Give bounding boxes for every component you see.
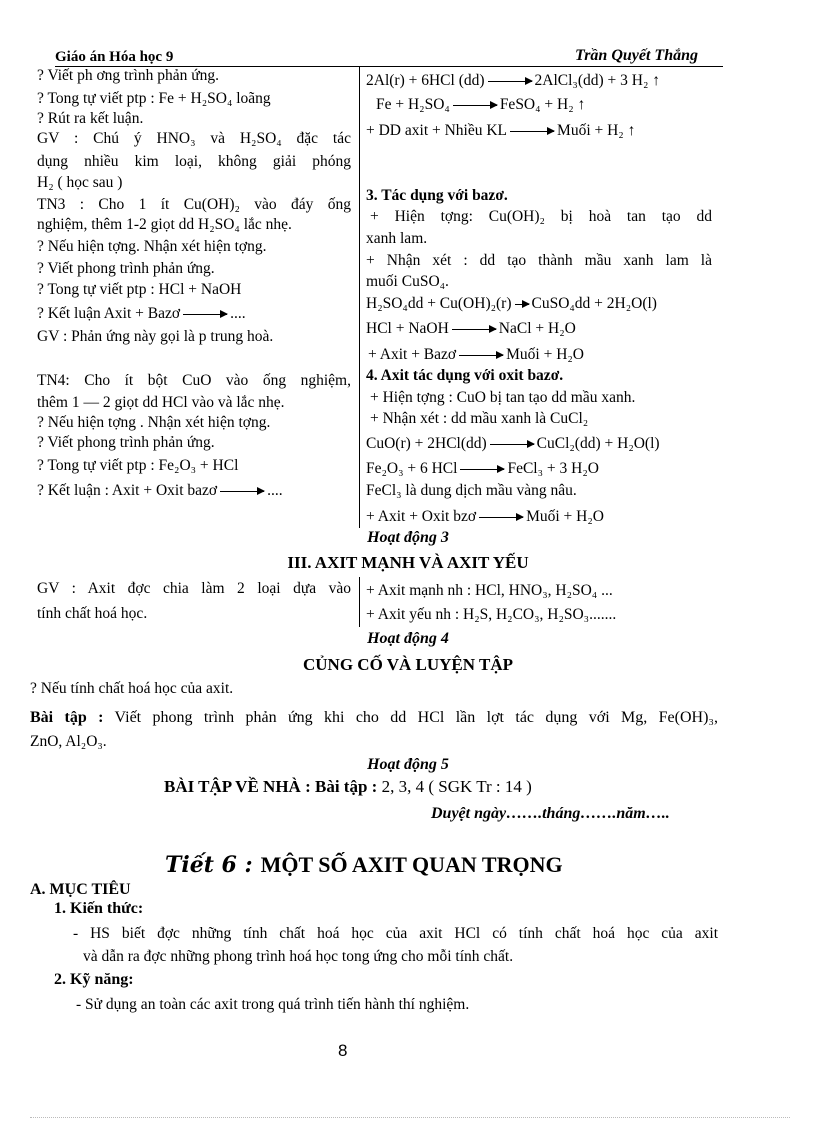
lesson-name: MỘT SỐ AXIT QUAN TRỌNG xyxy=(260,852,563,877)
left-line: ? Nếu hiện tợng . Nhận xét hiện tợng. xyxy=(37,414,271,431)
equation: CuO(r) + 2HCl(dd) CuCl₂(dd) + H₂O(l) xyxy=(366,435,660,452)
right-line: muối CuSO₄. xyxy=(366,273,449,290)
left-line: ? Viết ph ơng trình phản ứng. xyxy=(37,67,219,84)
activity-3-heading: Hoạt động 3 xyxy=(367,529,449,546)
arrow-icon xyxy=(453,105,497,106)
activity-5-heading: Hoạt động 5 xyxy=(367,756,449,773)
section-4-question: ? Nếu tính chất hoá học của axit. xyxy=(30,680,234,697)
page-number: 8 xyxy=(338,1041,348,1060)
lesson-title xyxy=(165,852,563,878)
knowledge-line: và dẫn ra đợc những phong trình hoá học tong ứng cho mỗi tính chất. xyxy=(83,948,514,965)
arrow-icon xyxy=(459,355,503,356)
left-line: ? Kết luận : Axit + Oxit bazơ .... xyxy=(37,482,283,499)
left-line: ? Viết phong trình phản ứng. xyxy=(37,434,215,451)
section-3-heading: III. AXIT MẠNH VÀ AXIT YẾU xyxy=(287,553,529,572)
equation: + Axit + Oxit bzơ Muối + H₂O xyxy=(366,508,604,525)
section-3-right-line: + Axit mạnh nh : HCl, HNO₃, H₂SO₄ ... xyxy=(366,582,613,599)
section-4-title: 4. Axit tác dụng với oxit bazơ. xyxy=(366,367,564,384)
exercise-line: Bài tập : Viết phong trình phản ứng khi cho dd HCl lần lợt tác dụng với Mg, Fe(OH)₃, xyxy=(30,709,719,726)
left-line: ? Tong tự viết ptp : HCl + NaOH xyxy=(37,281,242,298)
arrow-icon xyxy=(488,81,532,82)
section-3-left-line: tính chất hoá học. xyxy=(37,605,148,622)
left-line: TN4: Cho ít bột CuO vào ống nghiệm, xyxy=(37,372,351,389)
right-line: + Nhận xét : dd mầu xanh là CuCl₂ xyxy=(370,410,589,427)
header-author: Trần Quyết Thắng xyxy=(575,47,698,64)
left-line: dụng nhiều kim loại, không giải phóng xyxy=(37,153,351,170)
left-line: ? Tong tự viết ptp : Fe₂O₃ + HCl xyxy=(37,457,239,474)
lesson-label: Tiết 6 : xyxy=(165,852,253,878)
skills-line: - Sử dụng an toàn các axit trong quá trình tiến hành thí nghiệm. xyxy=(76,996,470,1013)
right-line: + Hiện tợng: Cu(OH)₂ bị hoà tan tạo dd xyxy=(370,208,712,225)
equation: H₂SO₄dd + Cu(OH)₂(r) CuSO₄dd + 2H₂O(l) xyxy=(366,295,657,312)
activity-4-heading: Hoạt động 4 xyxy=(367,630,449,647)
arrow-icon xyxy=(490,444,534,445)
left-line: TN3 : Cho 1 ít Cu(OH)₂ vào đáy ống xyxy=(37,196,351,213)
equation: Fe₂O₃ + 6 HCl FeCl₃ + 3 H₂O xyxy=(366,460,599,477)
right-line: xanh lam. xyxy=(366,230,428,247)
left-line: ? Rút ra kết luận. xyxy=(37,110,144,127)
knowledge-line: - HS biết đợc những tính chất hoá học của axit HCl có tính chất hoá học của axit xyxy=(73,925,718,942)
section-3-right-line: + Axit yếu nh : H₂S, H₂CO₃, H₂SO₃....... xyxy=(366,606,617,623)
arrow-icon xyxy=(479,517,523,518)
objectives-heading: A. MỤC TIÊU xyxy=(30,881,131,898)
skills-heading: 2. Kỹ năng: xyxy=(54,971,134,988)
equation: Fe + H₂SO₄ FeSO₄ + H₂ ↑ xyxy=(376,96,586,113)
left-line: ? Kết luận Axit + Bazơ .... xyxy=(37,305,246,322)
column-divider xyxy=(359,66,360,528)
right-line: + Nhận xét : dd tạo thành mầu xanh lam là xyxy=(366,252,712,269)
left-line: ? Viết phong trình phản ứng. xyxy=(37,260,215,277)
header-title: Giáo án Hóa học 9 xyxy=(55,49,174,65)
right-line: + Hiện tợng : CuO bị tan tạo dd mầu xanh. xyxy=(370,389,636,406)
left-line: nghiệm, thêm 1-2 giọt dd H₂SO₄ lắc nhẹ. xyxy=(37,216,292,233)
arrow-icon xyxy=(452,329,496,330)
left-line: ? Tong tự viết ptp : Fe + H₂SO₄ loãng xyxy=(37,90,271,107)
equation: + Axit + Bazơ Muối + H₂O xyxy=(368,346,584,363)
left-line: GV : Chú ý HNO₃ và H₂SO₄ đặc tác xyxy=(37,130,351,147)
section-3-left-line: GV : Axit đợc chia làm 2 loại dựa vào xyxy=(37,580,351,597)
exercise-line: ZnO, Al₂O₃. xyxy=(30,733,107,750)
equation: HCl + NaOH NaCl + H₂O xyxy=(366,320,576,337)
homework-line: BÀI TẬP VỀ NHÀ : Bài tập : 2, 3, 4 ( SGK Tr : 14 ) xyxy=(164,777,532,796)
approval-line: Duyệt ngày…….tháng…….năm….. xyxy=(431,805,670,822)
arrow-icon xyxy=(183,314,227,315)
left-line: H₂ ( học sau ) xyxy=(37,174,123,191)
column-divider xyxy=(359,577,360,627)
left-line: ? Nếu hiện tợng. Nhận xét hiện tợng. xyxy=(37,238,267,255)
arrow-icon xyxy=(515,304,529,305)
section-4-heading: CỦNG CỐ VÀ LUYỆN TẬP xyxy=(302,655,513,674)
equation: + DD axit + Nhiều KL Muối + H₂ ↑ xyxy=(366,122,636,139)
section-3-title: 3. Tác dụng với bazơ. xyxy=(366,187,508,204)
equation: 2Al(r) + 6HCl (dd) 2AlCl₃(dd) + 3 H₂ ↑ xyxy=(366,72,660,89)
arrow-icon xyxy=(460,469,504,470)
arrow-icon xyxy=(510,131,554,132)
footer-divider xyxy=(30,1117,790,1118)
left-line: GV : Phản ứng này gọi là p trung hoà. xyxy=(37,328,274,345)
arrow-icon xyxy=(220,491,264,492)
knowledge-heading: 1. Kiến thức: xyxy=(54,900,144,917)
left-line: thêm 1 — 2 giọt dd HCl vào và lắc nhẹ. xyxy=(37,394,285,411)
right-line: FeCl₃ là dung dịch mầu vàng nâu. xyxy=(366,482,577,499)
